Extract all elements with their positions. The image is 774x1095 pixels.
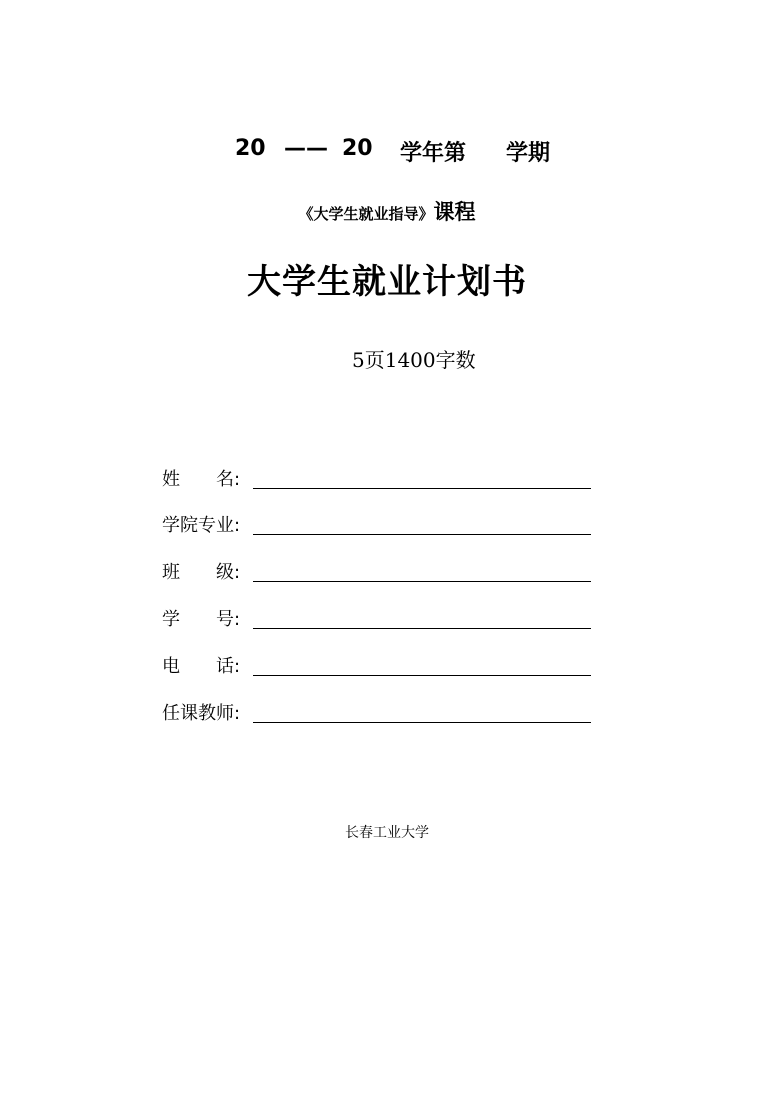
course-suffix: 课程 <box>433 200 476 224</box>
phone-label-char-2: 话: <box>216 656 241 677</box>
student-id-label-char-2: 号: <box>216 609 241 630</box>
course-heading <box>0 196 774 226</box>
phone-label-char-1: 电 <box>162 656 180 677</box>
year-dash: —— <box>284 136 328 161</box>
name-label-char-2: 名: <box>216 469 241 490</box>
class-label-char-1: 班 <box>162 562 180 583</box>
name-label-char-1: 姓 <box>162 469 180 490</box>
word-count: 5页1400字数 <box>352 348 476 372</box>
term-heading <box>0 134 774 166</box>
major-field[interactable] <box>253 510 591 535</box>
document-title: 大学生就业计划书 <box>247 262 527 302</box>
semester-label: 学期 <box>506 141 551 166</box>
student-id-field[interactable] <box>253 604 591 629</box>
student-id-label-char-1: 学 <box>162 609 180 630</box>
year-start: 20 <box>235 136 266 161</box>
form-row-major <box>162 511 592 541</box>
teacher-label: 任课教师: <box>162 703 241 724</box>
phone-field[interactable] <box>253 651 591 676</box>
form-row-class <box>162 558 592 588</box>
teacher-field[interactable] <box>253 698 591 723</box>
university-name: 长春工业大学 <box>345 825 429 841</box>
form-row-teacher <box>162 699 592 729</box>
form-row-student-id <box>162 605 592 635</box>
form-row-name <box>162 465 592 495</box>
major-label: 学院专业: <box>162 515 241 536</box>
name-field[interactable] <box>253 464 591 489</box>
form-row-phone <box>162 652 592 682</box>
school-year-label: 学年第 <box>400 141 467 166</box>
year-end: 20 <box>342 136 373 161</box>
course-name: 《大学生就业指导》 <box>298 205 434 223</box>
class-field[interactable] <box>253 557 591 582</box>
class-label-char-2: 级: <box>216 562 241 583</box>
